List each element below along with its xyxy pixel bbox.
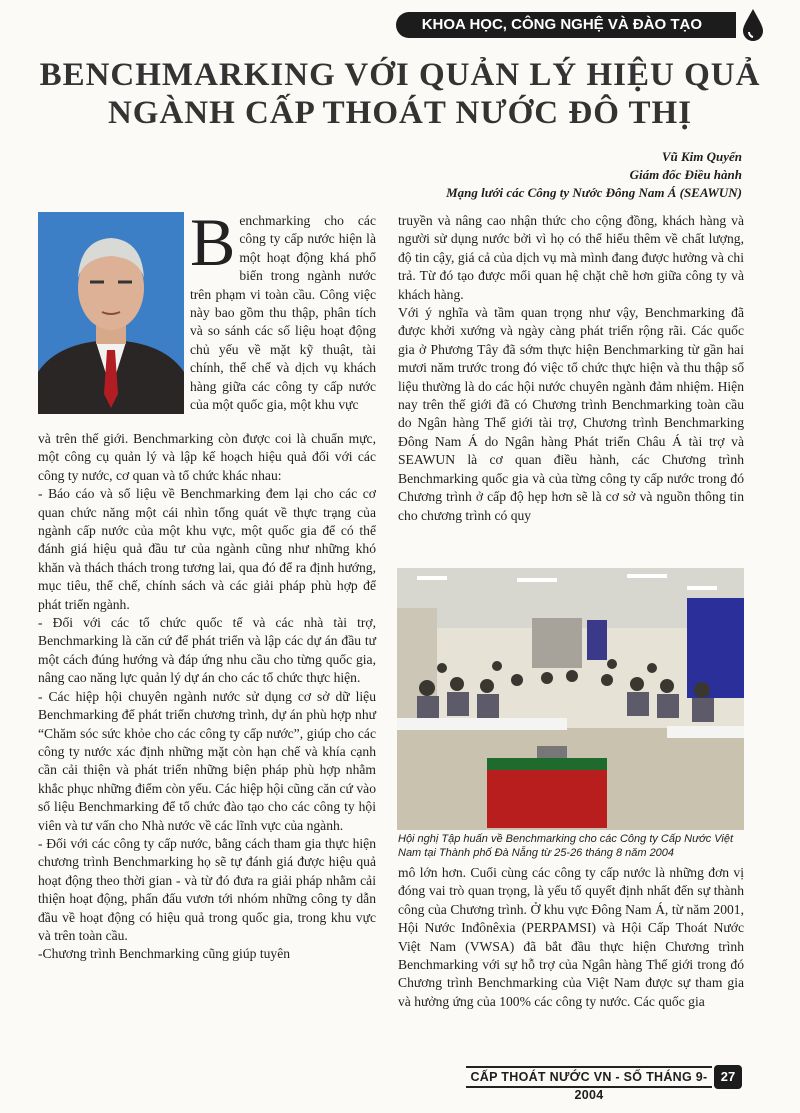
body-column-right-bottom: mô lớn hơn. Cuối cùng các công ty cấp nước là những đơn vị đóng vai trò quan trọng, là yếu tố quyết định nhất đến sự thành công của Chương trình. Ở khu vực Đông Nam Á, từ năm 2001, Hội Nước Inđônêxia (PERPAMSI) và Hội Cấp Thoát Nước Việt Nam (VWSA) đã bắt đầu thực hiện Chương trình Benchmarking với sự hỗ trợ của Ngân hàng Thế giới trong đó Chương trình Benchmarking của Việt Nam được sự tham gia và hưởng ứng của 100% các công ty nước. Các quốc gia <box>398 865 744 1009</box>
drop-icon <box>741 8 765 42</box>
article-title: BENCHMARKING VỚI QUẢN LÝ HIỆU QUẢ NGÀNH CẤP THOÁT NƯỚC ĐÔ THỊ <box>39 57 761 131</box>
author-role: Giám đốc Điều hành <box>629 167 742 182</box>
body-column-left: và trên thế giới. Benchmarking còn được coi là chuẩn mực, một công cụ quản lý và lập kế hoạch hiệu quả đối với các công ty nước, cơ quan và tổ chức khác nhau: - Báo cáo và số liệu về Benchmarking đem lại cho các cơ quan chức năng một cái nhìn tổng quát về thực trạng của ngành cấp nước của một khu vực, một quốc gia để có thể đánh giá hiệu quả đầu tư của ngành cũng như những khó khăn và thách thách trong tương lai, qua đó để ra định hướng, mục tiêu, thể chế, chính sách và các giải pháp phù hợp để phát triển ngành. - Đối với các tổ chức quốc tế và các nhà tài trợ, Benchmarking là căn cứ để phát triển và lập các dự án đầu tư một cách đúng hướng và đáp ứng nhu cầu cho từng quốc gia, nâng cao năng lực quản lý dự án cho các tổ chức thực hiện. - Các hiệp hội chuyên ngành nước sử dụng cơ sở dữ liệu Benchmarking để phát triển chương trình, dự án phù hợp như “Chăm sóc sức khỏe cho các công ty cấp nước”, giúp cho các công ty nước xác định những mặt còn hạn chế và khía cạnh cần cải thiện và phát triển những biện pháp phù hợp nhằm khắc phục những điểm còn yếu. Các hiệp hội cũng căn cứ vào số liệu Benchmarking để tổ chức đào tạo cho các công ty hội viên và tư vấn cho Nhà nước về các lĩnh vực của ngành. - Đối với các công ty cấp nước, bằng cách tham gia thực hiện chương trình Benchmarking họ sẽ tự đánh giá được hiệu quả hoạt động theo thời gian - và từ đó đưa ra giải pháp nhằm cải thiện hoạt động, phấn đấu vươn tới nhóm những công ty dẫn đầu về hoạt động có hiệu quả trong quốc gia, trong khu vực và trên toàn cầu. -Chương trình Benchmarking cũng giúp tuyên <box>38 431 376 962</box>
byline <box>446 148 742 202</box>
author-name: Vũ Kim Quyến <box>661 149 742 164</box>
magazine-footer: CẤP THOÁT NƯỚC VN - SỐ THÁNG 9-2004 <box>466 1066 712 1088</box>
photo-caption: Hội nghị Tập huấn về Benchmarking cho các Công ty Cấp Nước Việt Nam tại Thành phố Đà Nẵng từ 25-26 tháng 8 năm 2004 <box>398 833 734 859</box>
body-column-right-top: truyền và nâng cao nhận thức cho cộng đồng, khách hàng và người sử dụng nước bởi vì họ có thể hiểu thêm về chất lượng, độ tin cậy, giá cả của dịch vụ mà mình đang được hưởng và chi trả. Từ đó tạo được mối quan hệ chặt chẽ hơn giữa công ty và khách hàng. Với ý nghĩa và tầm quan trọng như vậy, Benchmarking đã được khởi xướng và ngày càng phát triển rộng rãi. Các quốc gia ở Phương Tây đã sớm thực hiện Benchmarking từ gần hai mươi năm trước trong đó việc tổ chức thực hiện và thu thập số liệu thường là do các hội nước chuyên ngành đảm nhiệm. Hiện nay trên thế giới đã có Chương trình Benchmarking toàn cầu do Ngân hàng Thế giới tài trợ, Chương trình Benchmarking Đông Nam Á do Ngân hàng Phát triển Châu Á tài trợ và SEAWUN là cơ quan điều hành, các Chương trình Benchmarking quốc gia và của từng công ty cấp nước trong đó Chương trình ở cấp độ hẹp hơn sẽ là cơ sở và nguồn thông tin cho chương trình có quy <box>398 213 744 523</box>
conference-photo <box>397 568 744 830</box>
page-number: 27 <box>714 1065 742 1089</box>
body-text-left-top: enchmarking cho các công ty cấp nước hiện là một hoạt động khá phổ biến trong ngành nước trên phạm vi toàn cầu. Công việc này bao gồm thu thập, phân tích và so sánh các số liệu hoạt động chủ yếu về mặt kỹ thuật, tài chính, thể chế và dịch vụ khách hàng giữa các công ty cấp nước của một quốc gia, một khu vực <box>190 213 376 413</box>
section-header: KHOA HỌC, CÔNG NGHỆ VÀ ĐÀO TẠO <box>396 12 736 38</box>
drop-cap: B <box>190 204 236 280</box>
author-org: Mạng lưới các Công ty Nước Đông Nam Á (SEAWUN) <box>446 185 742 200</box>
body-column-left-top <box>190 204 376 414</box>
author-portrait <box>38 212 184 414</box>
